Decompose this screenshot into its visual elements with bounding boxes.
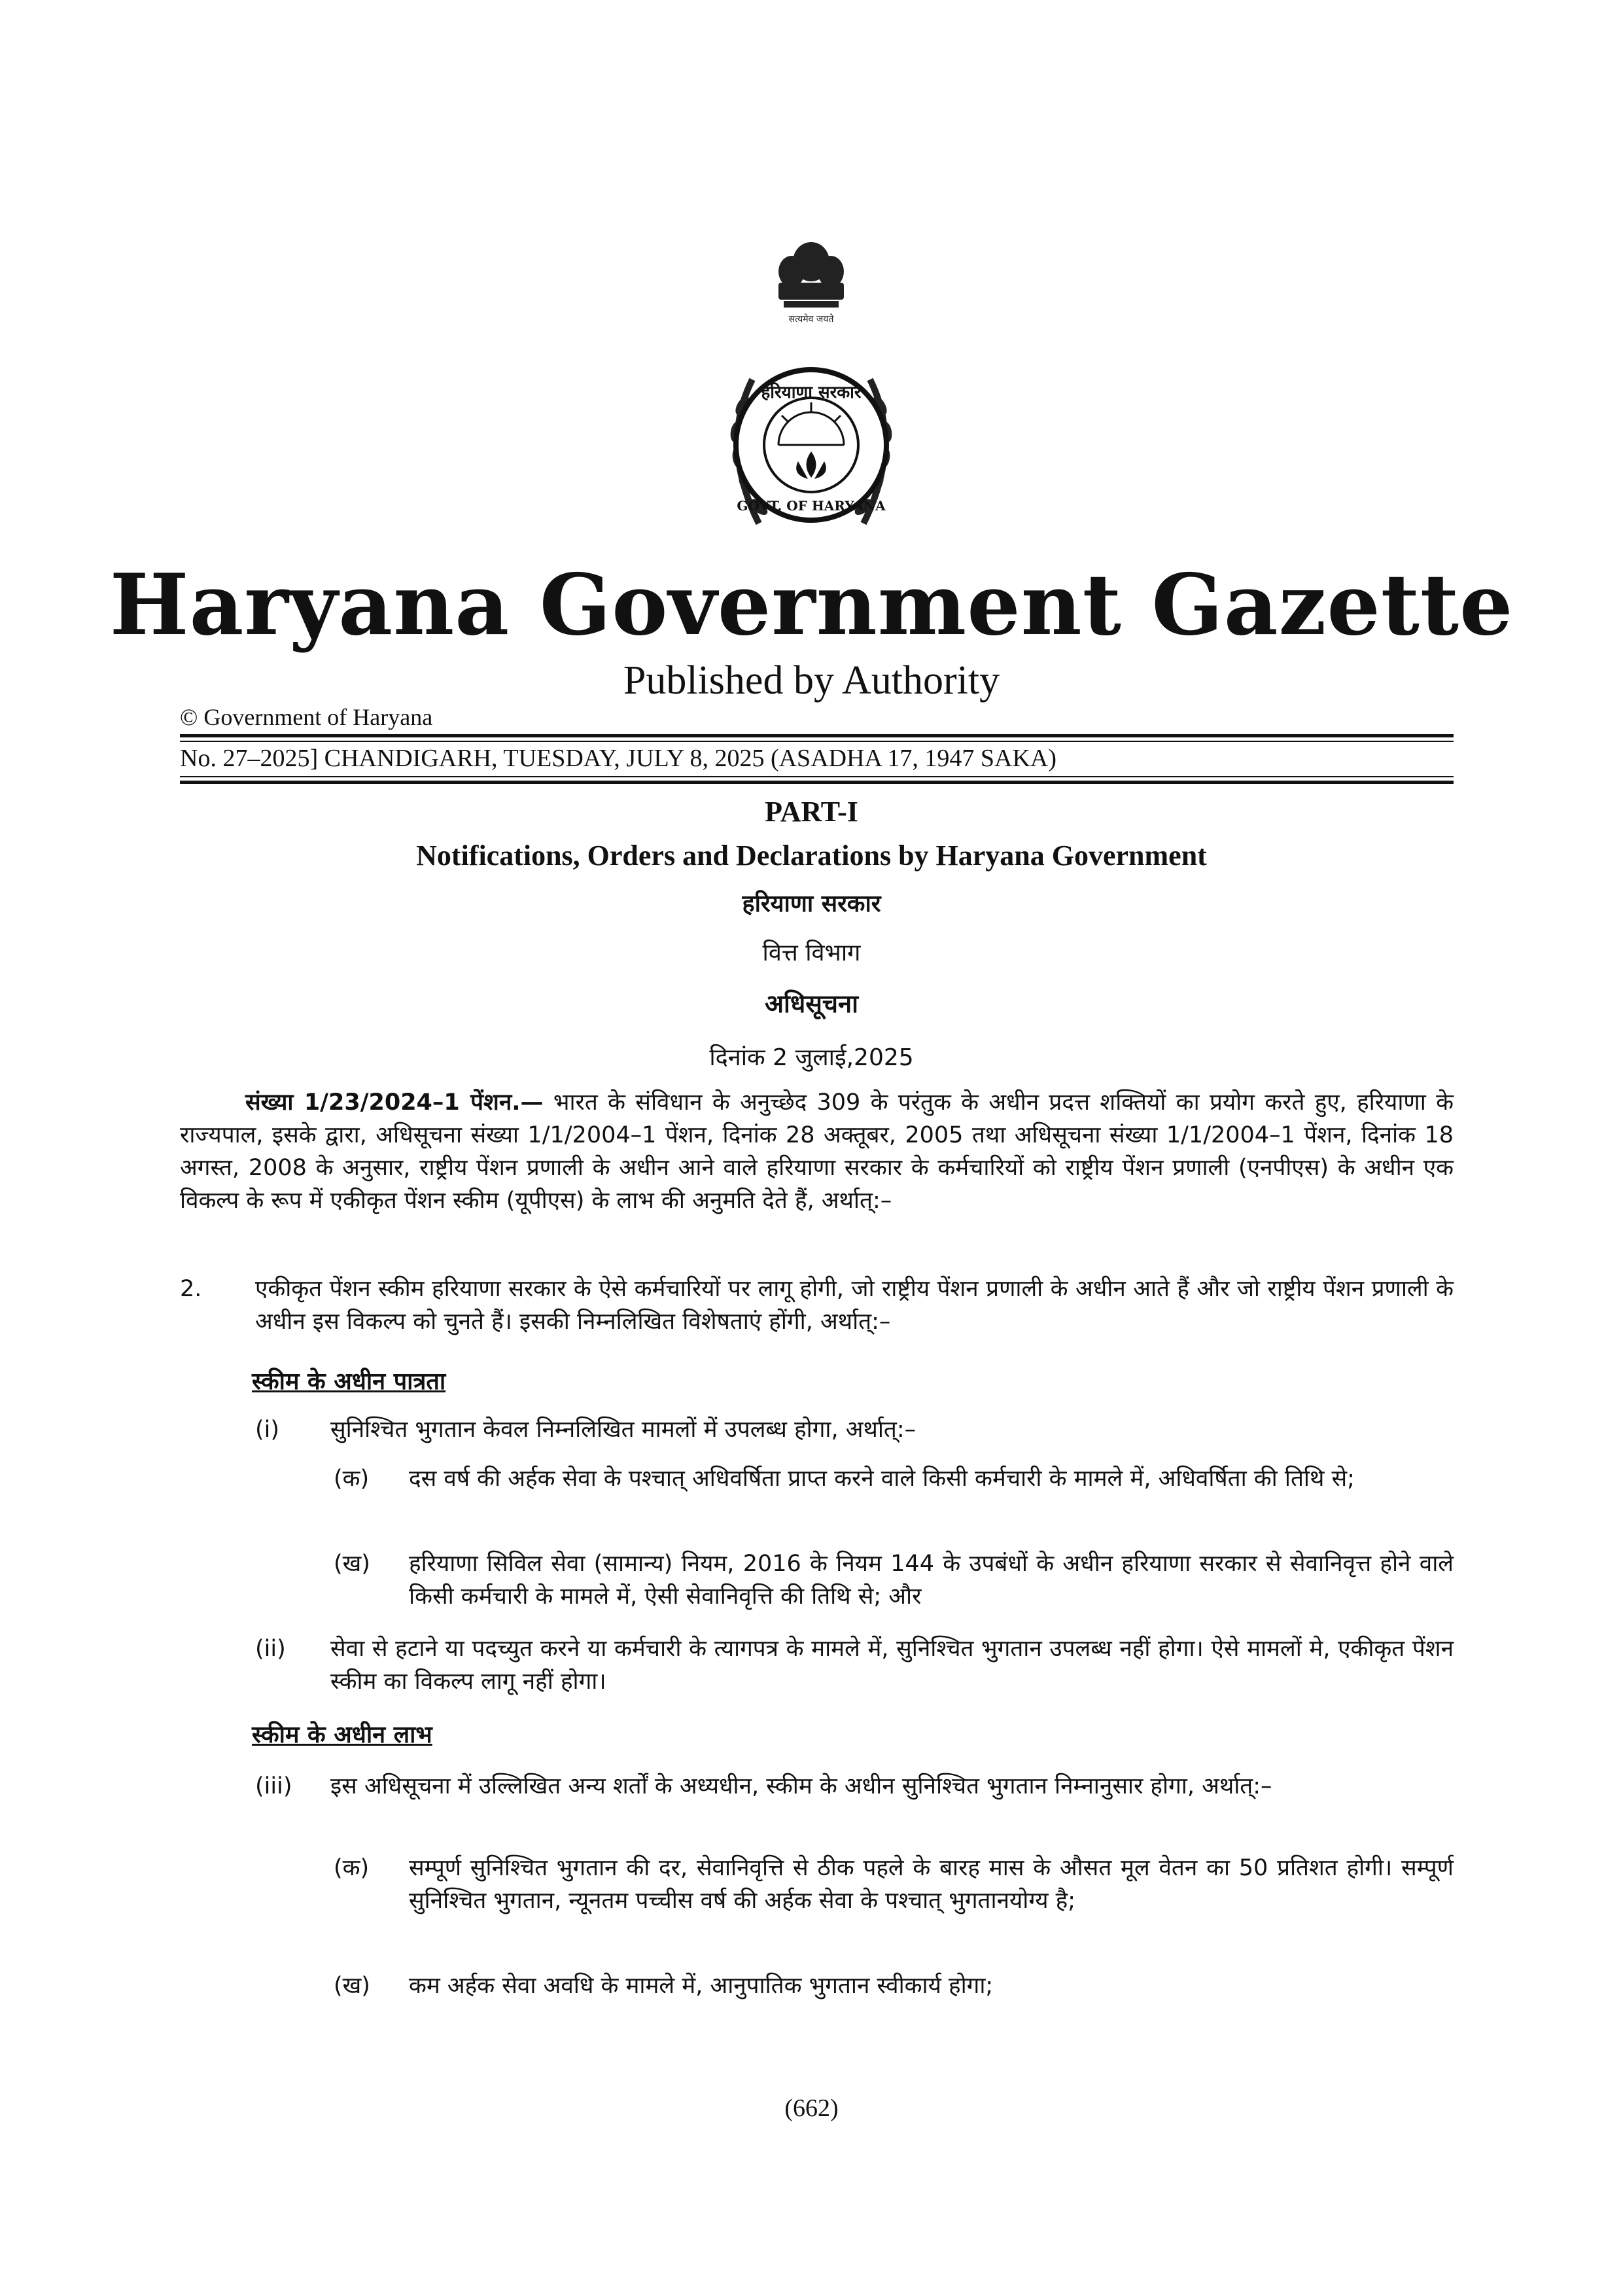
subclause-ka-text: सम्पूर्ण सुनिश्चित भुगतान की दर, सेवानिवृत्ति से ठीक पहले के बारह मास के औसत मूल वेतन का 50 प्रतिशत होगी। सम्पूर्ण सुनिश्चित भुगतान, न्यूनतम पच्चीस वर्ष की अर्हक सेवा के पश्चात् भुगतानयोग्य है; <box>409 1855 1454 1914</box>
subclause-kha-text: हरियाणा सिविल सेवा (सामान्य) नियम, 2016 के नियम 144 के उपबंधों के अधीन हरियाणा सरकार से सेवानिवृत्त होने वाले किसी कर्मचारी के मामले में, ऐसी सेवानिवृत्ति की तिथि से; और <box>409 1551 1454 1610</box>
clause-number: (iii) <box>255 1773 292 1799</box>
benefits-heading: स्कीम के अधीन लाभ <box>252 1722 432 1748</box>
notification-date: दिनांक 2 जुलाई,2025 <box>709 1044 914 1071</box>
gazette-title: Haryana Government Gazette <box>109 556 1514 654</box>
copyright-notice: © Government of Haryana <box>180 704 433 730</box>
gazette-subtitle: Published by Authority <box>623 658 1000 703</box>
intro-text: भारत के संविधान के अनुच्छेद 309 के परंतुक के अधीन प्रदत्त शक्तियों का प्रयोग करते हुए, हरियाणा के राज्यपाल, इसके द्वारा, अधिसूचना संख्या 1/1/2004–1 पेंशन, दिनांक 28 अक्तूबर, 2005 तथा अधिसूचना संख्या 1/1/2004–1 पेंशन, दिनांक 18 अगस्त, 2008 के अनुसार, राष्ट्रीय पेंशन प्रणाली के अधीन आने वाले हरियाणा सरकार के कर्मचारियों को राष्ट्रीय पेंशन प्रणाली (एनपीएस) के अधीन एक विकल्प के रूप में एकीकृत पेंशन स्कीम (यूपीएस) के लाभ की अनुमति देते हैं, अर्थात्:– <box>180 1089 1454 1214</box>
intro-paragraph <box>180 1086 1454 1217</box>
page-number: (662) <box>784 2094 839 2122</box>
divider <box>180 734 1454 737</box>
government-heading: हरियाणा सरकार <box>742 891 881 917</box>
divider <box>180 741 1454 742</box>
department-heading: वित्त विभाग <box>762 940 861 966</box>
lion-capital-icon <box>778 242 844 308</box>
clause-number: (ii) <box>255 1636 286 1662</box>
eligibility-heading: स्कीम के अधीन पात्रता <box>252 1368 446 1395</box>
emblem-ring-text: हरियाणा सरकार <box>761 383 862 402</box>
divider <box>180 781 1454 784</box>
clause-i-text: सुनिश्चित भुगतान केवल निम्नलिखित मामलों में उपलब्ध होगा, अर्थात्:– <box>330 1417 916 1443</box>
subclause-number: (ख) <box>334 1973 370 1999</box>
emblem-bottom-text: GOVT. OF HARYANA <box>737 498 886 514</box>
notification-number: संख्या 1/23/2024–1 पेंशन.— <box>245 1089 544 1116</box>
section-title: Notifications, Orders and Declarations by Haryana Government <box>416 839 1207 872</box>
subclause-kha-text: कम अर्हक सेवा अवधि के मामले में, आनुपातिक भुगतान स्वीकार्य होगा; <box>409 1973 994 1999</box>
clause-number: (i) <box>255 1417 280 1443</box>
notification-heading: अधिसूचना <box>765 989 858 1018</box>
clause-ii-text: सेवा से हटाने या पदच्युत करने या कर्मचारी के त्यागपत्र के मामले में, सुनिश्चित भुगतान उपलब्ध नहीं होगा। ऐसे मामलों मे, एकीकृत पेंशन स्कीम का विकल्प लागू नहीं होगा। <box>330 1636 1454 1695</box>
subclause-ka-text: दस वर्ष की अर्हक सेवा के पश्चात् अधिवर्षिता प्राप्त करने वाले किसी कर्मचारी के मामले में, अधिवर्षिता की तिथि से; <box>409 1466 1355 1492</box>
para-2-text: एकीकृत पेंशन स्कीम हरियाणा सरकार के ऐसे कर्मचारियों पर लागू होगी, जो राष्ट्रीय पेंशन प्रणाली के अधीन आते हैं और जो राष्ट्रीय पेंशन प्रणाली के अधीन इस विकल्प को चुनते हैं। इसकी निम्नलिखित विशेषताएं होंगी, अर्थात्:– <box>255 1276 1454 1335</box>
issue-line: No. 27–2025] CHANDIGARH, TUESDAY, JULY 8, 2025 (ASADHA 17, 1947 SAKA) <box>180 745 1056 772</box>
part-title: PART-I <box>765 796 858 828</box>
clause-iii-text: इस अधिसूचना में उल्लिखित अन्य शर्तों के अध्यधीन, स्कीम के अधीन सुनिश्चित भुगतान निम्नानुसार होगा, अर्थात्:– <box>330 1773 1272 1799</box>
subclause-number: (क) <box>334 1855 370 1881</box>
para-number: 2. <box>180 1276 202 1302</box>
haryana-emblem <box>680 236 942 563</box>
divider <box>180 776 1454 777</box>
subclause-number: (क) <box>334 1466 370 1492</box>
emblem-motto: सत्यमेव जयते <box>788 314 834 325</box>
subclause-number: (ख) <box>334 1551 370 1577</box>
